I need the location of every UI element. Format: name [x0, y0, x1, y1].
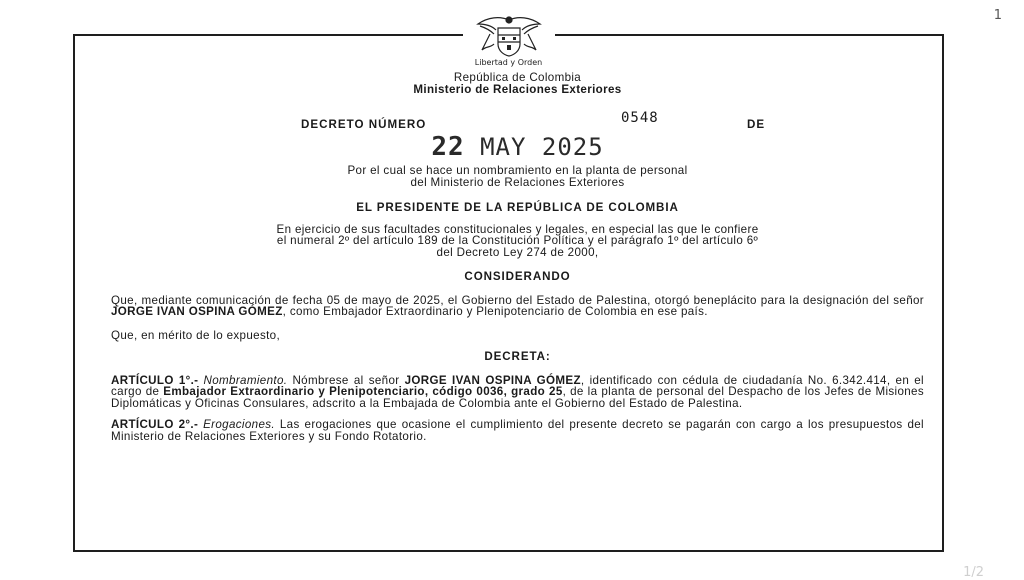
article-1	[111, 375, 924, 410]
article-2	[111, 419, 924, 442]
powers-line-1: En ejercicio de sus facultades constitucionales y legales, en especial las que le confiere	[276, 222, 759, 236]
crest-motto: Libertad y Orden	[474, 58, 543, 67]
whereas-paragraph-2: Que, en mérito de lo expuesto,	[111, 328, 281, 342]
article1-name: JORGE IVAN OSPINA GÓMEZ	[404, 373, 581, 387]
whereas1-text-b: , como Embajador Extraordinario y Plenipotenciario de Colombia en ese país.	[282, 305, 708, 318]
powers-line-2: el numeral 2º del artículo 189 de la Constitución Política y el parágrafo 1º del artículo 6º	[276, 234, 759, 247]
whereas1-name: JORGE IVAN OSPINA GÓMEZ	[111, 305, 283, 318]
decree-label: DECRETO NÚMERO	[301, 118, 427, 131]
subject-line-2: del Ministerio de Relaciones Exteriores	[410, 175, 625, 189]
president-heading: EL PRESIDENTE DE LA REPÚBLICA DE COLOMBIA	[356, 201, 679, 214]
powers-clause	[111, 224, 924, 259]
document-frame	[73, 34, 944, 552]
decree-subject	[111, 165, 924, 188]
decree-body	[111, 36, 924, 442]
article1-text-c: , de la planta de personal del Despacho de los Jefes de Misiones Diplomáticas y Oficinas Consulares, adscrito a la Embajada de Colombia ante el Gobierno del Estado de Palestina.	[111, 385, 924, 410]
whereas1-text-a: Que, mediante comunicación de fecha 05 de mayo de 2025, el Gobierno del Estado de Palestina, otorgó beneplácito para la designación del señor	[111, 293, 924, 307]
powers-line-3: del Decreto Ley 274 de 2000,	[436, 245, 599, 259]
article2-label: ARTÍCULO 2°.-	[111, 418, 199, 431]
article2-text: Las erogaciones que ocasione el cumplimiento del presente decreto se pagarán con cargo a los presupuestos del Ministerio de Relaciones Exteriores y su Fondo Rotatorio.	[111, 418, 924, 443]
decree-de-label: DE	[747, 118, 766, 131]
decree-date-day: 22	[431, 132, 465, 162]
decree-date-month-year: MAY 2025	[480, 133, 604, 161]
whereas-paragraph-1	[111, 295, 924, 318]
header	[111, 72, 924, 95]
decree-number-line	[111, 110, 924, 133]
decree-number: 0548	[621, 110, 659, 126]
subject-line-1: Por el cual se hace un nombramiento en la planta de personal	[347, 164, 688, 177]
article1-text-a: Nómbrese al señor	[287, 373, 405, 387]
considering-heading: CONSIDERANDO	[464, 270, 571, 283]
decree-date-stamp	[111, 132, 924, 162]
republic-name: República de Colombia	[453, 71, 582, 84]
article1-label: ARTÍCULO 1°.-	[111, 373, 199, 387]
article1-text-b: , identificado con cédula de ciudadanía No. 6.342.414, en el cargo de	[111, 373, 924, 398]
footer-page-indicator: 1/2	[963, 565, 984, 580]
article1-title: Nombramiento.	[203, 373, 288, 387]
page-number: 1	[993, 8, 1002, 23]
article2-title: Erogaciones.	[203, 418, 275, 431]
ministry-name: Ministerio de Relaciones Exteriores	[413, 82, 622, 96]
decreta-heading: DECRETA:	[484, 350, 551, 363]
article1-position: Embajador Extraordinario y Plenipotenciario, código 0036, grado 25	[163, 385, 563, 398]
